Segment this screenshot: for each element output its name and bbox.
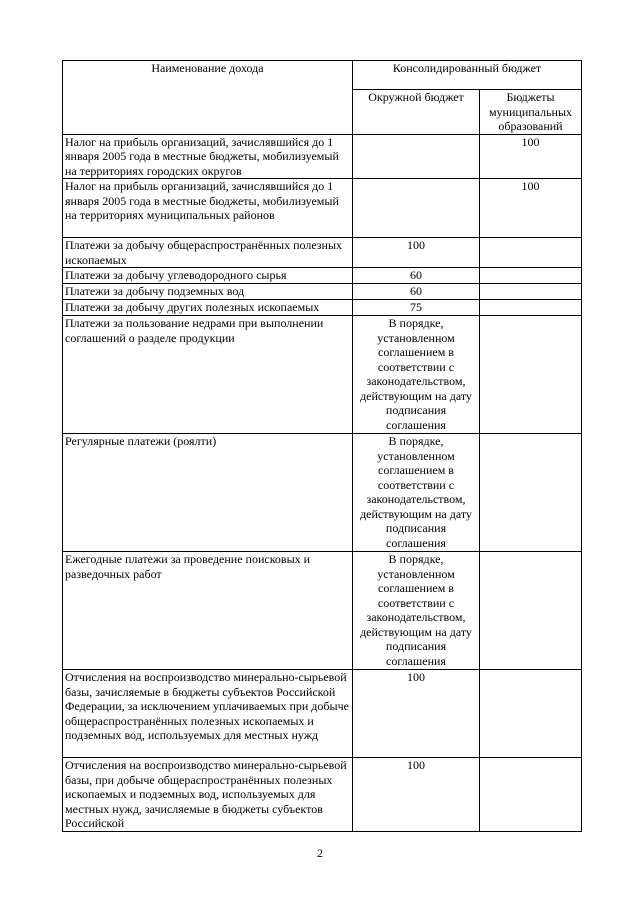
- row-municipal-value: [480, 670, 582, 758]
- row-district-value: [353, 179, 480, 238]
- table-row: [63, 284, 582, 300]
- row-name: Платежи за пользование недрами при выполнении соглашений о разделе продукции: [63, 316, 353, 434]
- row-name: Платежи за добычу общераспространённых полезных ископаемых: [63, 238, 353, 268]
- row-name: Платежи за добычу других полезных ископаемых: [63, 300, 353, 316]
- table-row: [63, 434, 582, 552]
- row-name: Платежи за добычу углеводородного сырья: [63, 268, 353, 284]
- row-name: Ежегодные платежи за проведение поисковых и разведочных работ: [63, 552, 353, 670]
- row-name: Платежи за добычу подземных вод: [63, 284, 353, 300]
- row-name: Регулярные платежи (роялти): [63, 434, 353, 552]
- table-row: [63, 134, 582, 179]
- row-district-value: В порядке, установленном соглашением в соответствии с законодательством, действующим на дату подписания соглашения: [353, 434, 480, 552]
- row-municipal-value: [480, 300, 582, 316]
- table-row: [63, 179, 582, 238]
- revenue-distribution-table: [62, 60, 582, 832]
- row-district-value: 100: [353, 758, 480, 832]
- table-row: [63, 268, 582, 284]
- header-revenue-name: Наименование дохода: [63, 61, 353, 135]
- row-district-value: В порядке, установленном соглашением в соответствии с законодательством, действующим на дату подписания соглашения: [353, 316, 480, 434]
- header-consolidated-budget: Консолидированный бюджет: [353, 61, 582, 90]
- table-row: [63, 758, 582, 832]
- row-district-value: 100: [353, 238, 480, 268]
- row-district-value: 60: [353, 268, 480, 284]
- page-number: 2: [317, 846, 323, 860]
- row-municipal-value: [480, 268, 582, 284]
- row-name: Отчисления на воспроизводство минерально-сырьевой базы, зачисляемые в бюджеты субъектов Российской Федерации, за исключением уплачиваемых при добыче общераспространённых полезных ископаемых и подземных вод, используемых для местных нужд: [63, 670, 353, 758]
- row-district-value: В порядке, установленном соглашением в соответствии с законодательством, действующим на дату подписания соглашения: [353, 552, 480, 670]
- row-name: Отчисления на воспроизводство минерально-сырьевой базы, при добыче общераспространённых полезных ископаемых и подземных вод, используемых для местных нужд, зачисляемые в бюджеты субъектов Российской: [63, 758, 353, 832]
- row-name: Налог на прибыль организаций, зачислявшийся до 1 января 2005 года в местные бюджеты, мобилизуемый на территориях городских округов: [63, 134, 353, 179]
- row-municipal-value: [480, 284, 582, 300]
- table-row: [63, 552, 582, 670]
- row-district-value: 75: [353, 300, 480, 316]
- header-municipal-budgets: Бюджеты муниципальных образований: [480, 90, 582, 135]
- row-district-value: 60: [353, 284, 480, 300]
- row-municipal-value: [480, 758, 582, 832]
- row-municipal-value: [480, 238, 582, 268]
- row-municipal-value: 100: [480, 179, 582, 238]
- table-row: [63, 670, 582, 758]
- row-name: Налог на прибыль организаций, зачислявшийся до 1 января 2005 года в местные бюджеты, мобилизуемый на территориях муниципальных районов: [63, 179, 353, 238]
- row-municipal-value: [480, 316, 582, 434]
- table-row: [63, 238, 582, 268]
- header-district-budget: Окружной бюджет: [353, 90, 480, 135]
- table-row: [63, 300, 582, 316]
- row-municipal-value: [480, 434, 582, 552]
- table-row: [63, 316, 582, 434]
- row-district-value: [353, 134, 480, 179]
- table-header-row: [63, 61, 582, 90]
- row-district-value: 100: [353, 670, 480, 758]
- row-municipal-value: 100: [480, 134, 582, 179]
- row-municipal-value: [480, 552, 582, 670]
